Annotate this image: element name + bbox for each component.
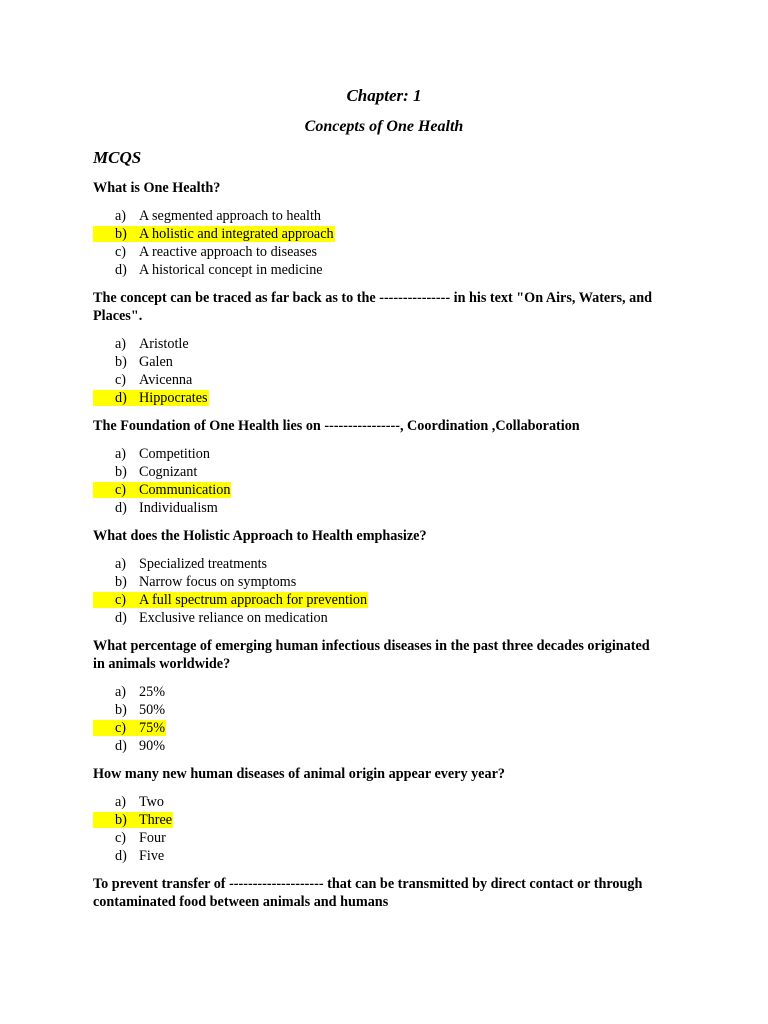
question-block (93, 637, 653, 755)
question-text: What is One Health? (93, 180, 221, 196)
option-text: Individualism (139, 500, 218, 516)
option-letter: b) (115, 812, 127, 828)
option-item (93, 371, 653, 389)
option-highlight (93, 812, 173, 828)
option-highlight (93, 390, 209, 406)
option-list (93, 207, 653, 279)
option-highlight (93, 738, 166, 754)
option-item (93, 499, 653, 517)
option-item (93, 793, 653, 811)
option-item (93, 463, 653, 481)
question-text: To prevent transfer of -------------------- that can be transmitted by direct contact or through contaminated food between animals and humans (93, 876, 643, 910)
option-text: Five (139, 848, 165, 864)
option-item (93, 207, 653, 225)
question-text: What does the Holistic Approach to Health emphasize? (93, 528, 427, 544)
option-item (93, 335, 653, 353)
option-highlight (93, 208, 322, 224)
option-letter: b) (115, 226, 127, 242)
option-item (93, 737, 653, 755)
option-text: Aristotle (139, 336, 189, 352)
option-highlight (93, 354, 174, 370)
option-text: 75% (139, 720, 166, 736)
option-item-correct (93, 591, 653, 609)
option-text: A reactive approach to diseases (139, 244, 318, 260)
option-highlight (93, 848, 165, 864)
option-highlight (93, 830, 167, 846)
option-text: Competition (139, 446, 210, 462)
option-item (93, 829, 653, 847)
option-highlight (93, 574, 297, 590)
option-letter: a) (115, 556, 127, 572)
option-text: Three (139, 812, 173, 828)
option-letter: c) (115, 720, 127, 736)
option-highlight (93, 244, 318, 260)
option-list (93, 445, 653, 517)
option-item (93, 261, 653, 279)
option-text: A historical concept in medicine (139, 262, 323, 278)
question-block (93, 417, 653, 517)
option-text: 90% (139, 738, 166, 754)
chapter-title: Concepts of One Health (304, 118, 464, 135)
option-item-correct (93, 389, 653, 407)
option-text: Narrow focus on symptoms (139, 574, 297, 590)
option-item (93, 353, 653, 371)
option-letter: c) (115, 592, 127, 608)
option-item-correct (93, 719, 653, 737)
option-letter: d) (115, 500, 127, 516)
question-block (93, 289, 653, 407)
option-letter: c) (115, 244, 127, 260)
option-text: Cognizant (139, 464, 198, 480)
option-letter: b) (115, 574, 127, 590)
option-list (93, 555, 653, 627)
option-highlight (93, 592, 368, 608)
option-letter: c) (115, 830, 127, 846)
option-highlight (93, 336, 190, 352)
option-letter: a) (115, 208, 127, 224)
option-highlight (93, 702, 166, 718)
option-item (93, 573, 653, 591)
option-letter: d) (115, 262, 127, 278)
question-text: The Foundation of One Health lies on ----------------, Coordination ,Collaboration (93, 418, 580, 434)
section-heading: MCQS (93, 148, 142, 167)
option-highlight (93, 610, 329, 626)
option-letter: b) (115, 354, 127, 370)
option-highlight (93, 794, 165, 810)
option-letter: a) (115, 336, 127, 352)
option-letter: a) (115, 794, 127, 810)
option-letter: b) (115, 702, 127, 718)
option-highlight (93, 684, 166, 700)
option-highlight (93, 446, 211, 462)
option-highlight (93, 720, 166, 736)
option-highlight (93, 262, 324, 278)
option-highlight (93, 556, 268, 572)
option-letter: c) (115, 482, 127, 498)
option-letter: d) (115, 848, 127, 864)
option-item-correct (93, 481, 653, 499)
option-text: Galen (139, 354, 173, 370)
option-highlight (93, 226, 335, 242)
option-text: A holistic and integrated approach (139, 226, 334, 242)
option-text: Communication (139, 482, 231, 498)
question-block (93, 875, 653, 921)
option-text: Hippocrates (139, 390, 208, 406)
option-item (93, 683, 653, 701)
option-list (93, 793, 653, 865)
question-text: How many new human diseases of animal origin appear every year? (93, 766, 505, 782)
option-item (93, 243, 653, 261)
option-letter: a) (115, 446, 127, 462)
option-item (93, 847, 653, 865)
option-text: 25% (139, 684, 166, 700)
option-text: A full spectrum approach for prevention (139, 592, 368, 608)
option-highlight (93, 372, 193, 388)
option-item (93, 609, 653, 627)
option-text: Avicenna (139, 372, 193, 388)
option-letter: c) (115, 372, 127, 388)
question-block (93, 179, 653, 279)
option-item (93, 445, 653, 463)
option-letter: b) (115, 464, 127, 480)
chapter-label: Chapter: 1 (346, 86, 422, 105)
option-item (93, 701, 653, 719)
option-text: Specialized treatments (139, 556, 268, 572)
option-text: Exclusive reliance on medication (139, 610, 328, 626)
option-letter: d) (115, 390, 127, 406)
option-list (93, 683, 653, 755)
question-text: What percentage of emerging human infectious diseases in the past three decades originated in animals worldwide? (93, 638, 650, 672)
question-block (93, 527, 653, 627)
option-item-correct (93, 811, 653, 829)
option-item (93, 555, 653, 573)
option-letter: d) (115, 738, 127, 754)
option-highlight (93, 482, 231, 498)
option-letter: d) (115, 610, 127, 626)
option-letter: a) (115, 684, 127, 700)
option-text: Four (139, 830, 166, 846)
option-text: A segmented approach to health (139, 208, 322, 224)
option-list (93, 335, 653, 407)
option-text: 50% (139, 702, 166, 718)
option-highlight (93, 500, 219, 516)
option-item-correct (93, 225, 653, 243)
option-text: Two (139, 794, 165, 810)
question-text: The concept can be traced as far back as to the --------------- in his text "On Airs, Waters, and Places". (93, 290, 653, 324)
option-highlight (93, 464, 198, 480)
question-block (93, 765, 653, 865)
